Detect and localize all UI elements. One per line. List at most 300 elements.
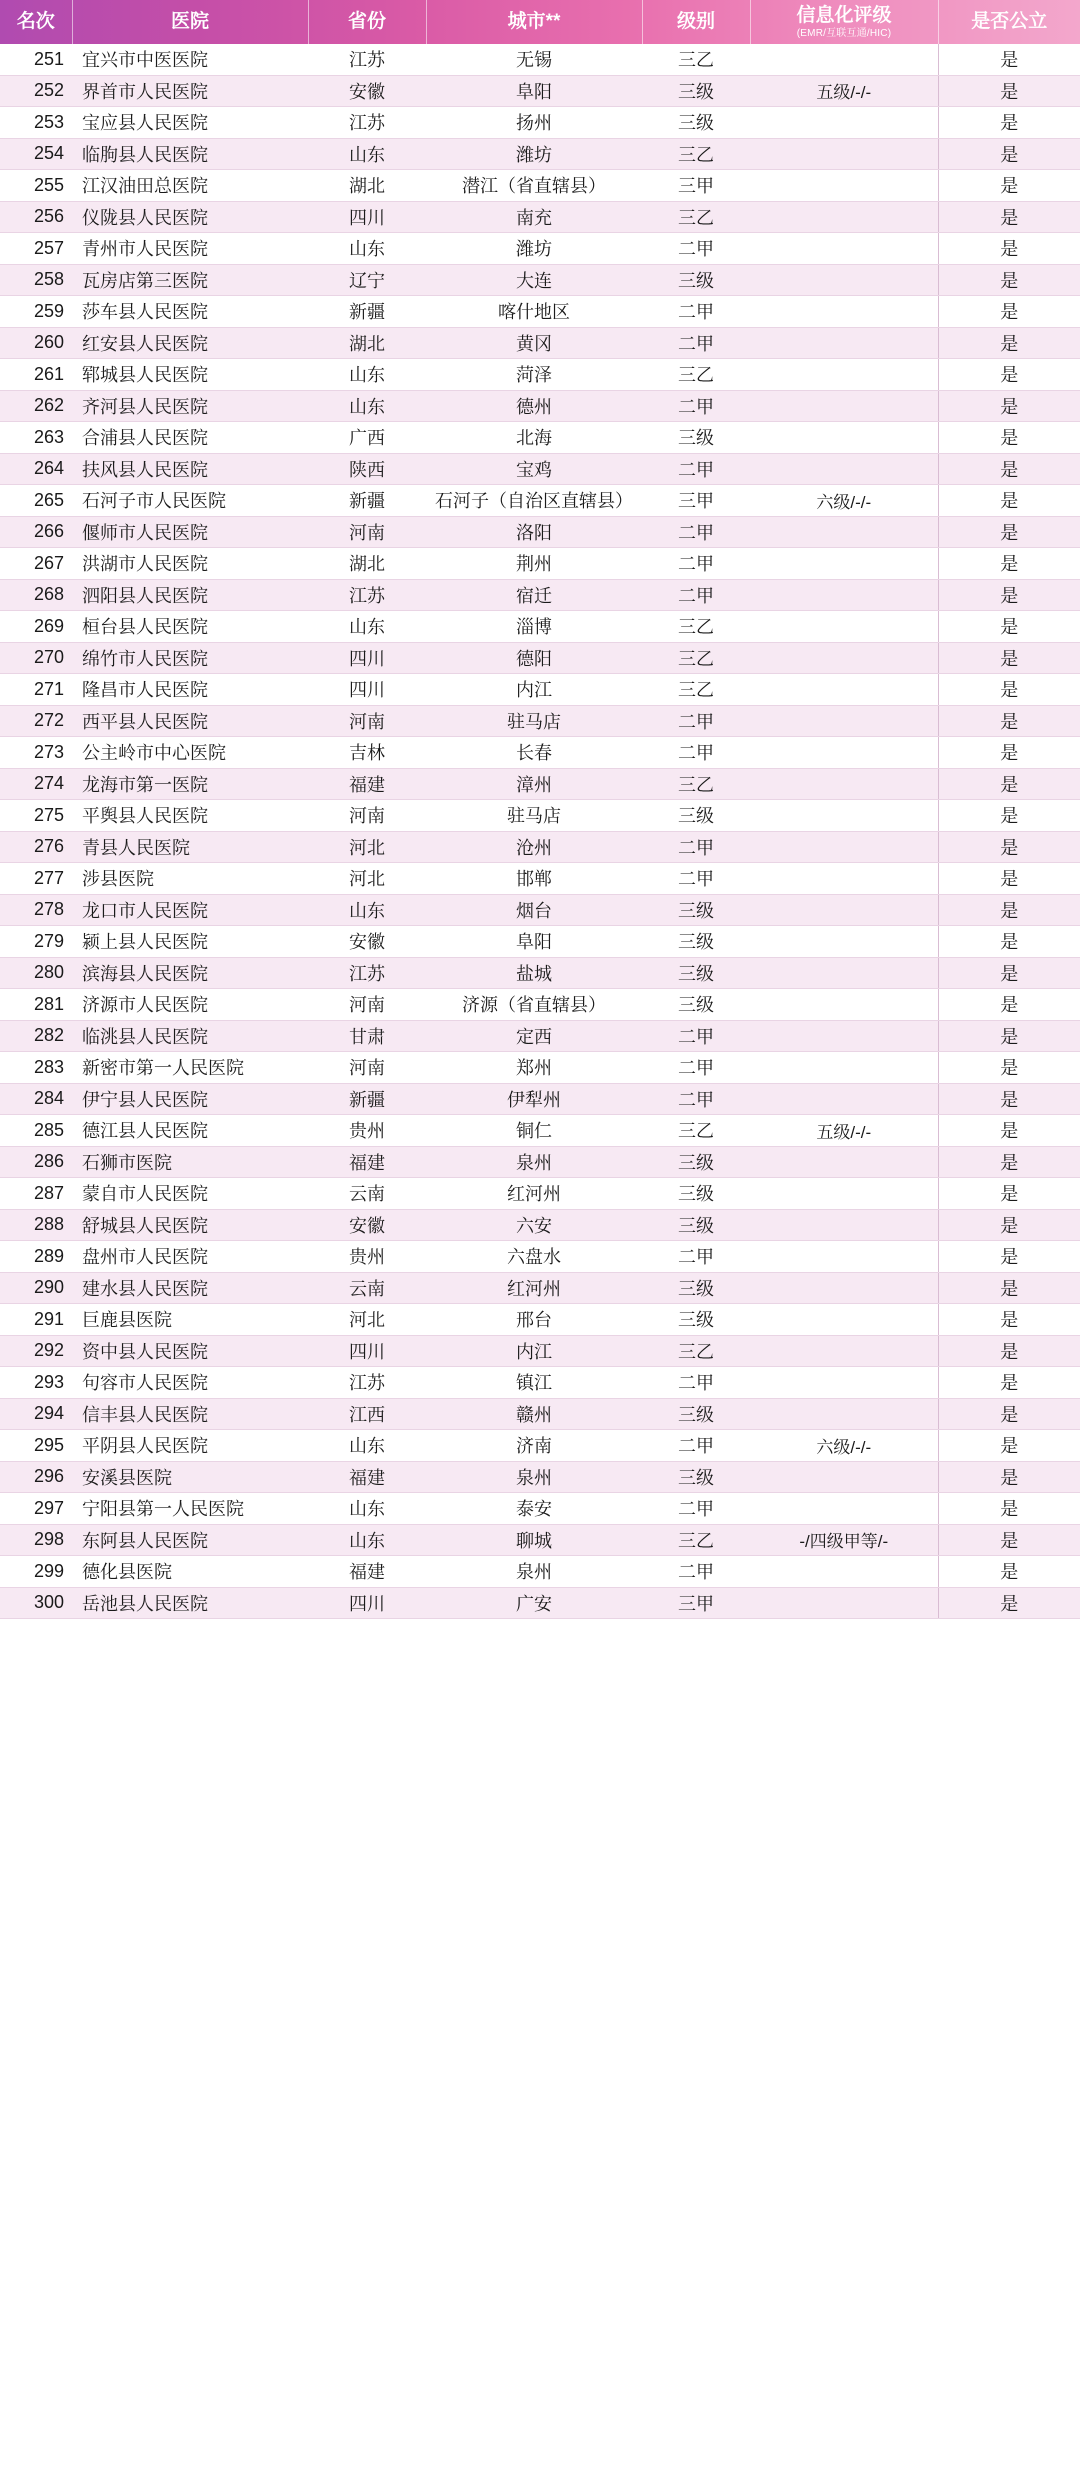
cell-hospital: 临洮县人民医院 — [72, 1020, 308, 1052]
cell-province: 山东 — [308, 390, 426, 422]
table-row — [0, 327, 1080, 359]
cell-hospital: 盘州市人民医院 — [72, 1241, 308, 1273]
cell-informatization — [750, 44, 938, 75]
cell-level: 三级 — [642, 926, 750, 958]
cell-level: 三级 — [642, 1146, 750, 1178]
cell-rank: 272 — [0, 705, 72, 737]
cell-level: 二甲 — [642, 390, 750, 422]
cell-rank: 267 — [0, 548, 72, 580]
cell-city: 郑州 — [426, 1052, 642, 1084]
cell-informatization — [750, 674, 938, 706]
cell-province: 江苏 — [308, 957, 426, 989]
cell-public: 是 — [938, 327, 1080, 359]
cell-public: 是 — [938, 516, 1080, 548]
table-row — [0, 1461, 1080, 1493]
cell-province: 山东 — [308, 233, 426, 265]
table-row — [0, 957, 1080, 989]
cell-hospital: 德江县人民医院 — [72, 1115, 308, 1147]
cell-informatization — [750, 1367, 938, 1399]
cell-city: 德阳 — [426, 642, 642, 674]
cell-province: 新疆 — [308, 296, 426, 328]
column-header-hospital-label: 医院 — [170, 11, 209, 33]
cell-level: 三甲 — [642, 170, 750, 202]
cell-hospital: 界首市人民医院 — [72, 75, 308, 107]
cell-public: 是 — [938, 170, 1080, 202]
table-header-row — [0, 0, 1080, 44]
cell-rank: 273 — [0, 737, 72, 769]
cell-city: 内江 — [426, 1335, 642, 1367]
cell-level: 二甲 — [642, 1556, 750, 1588]
cell-informatization — [750, 201, 938, 233]
cell-level: 三甲 — [642, 485, 750, 517]
cell-public: 是 — [938, 107, 1080, 139]
cell-rank: 287 — [0, 1178, 72, 1210]
table-row — [0, 1052, 1080, 1084]
cell-hospital: 偃师市人民医院 — [72, 516, 308, 548]
cell-informatization — [750, 327, 938, 359]
cell-informatization: 六级/-/- — [750, 485, 938, 517]
column-header-city-label: 城市** — [507, 11, 561, 33]
cell-city: 红河州 — [426, 1272, 642, 1304]
cell-rank: 292 — [0, 1335, 72, 1367]
cell-level: 三级 — [642, 1272, 750, 1304]
cell-level: 三乙 — [642, 642, 750, 674]
table-row — [0, 264, 1080, 296]
cell-public: 是 — [938, 1241, 1080, 1273]
cell-hospital: 红安县人民医院 — [72, 327, 308, 359]
cell-rank: 275 — [0, 800, 72, 832]
cell-province: 安徽 — [308, 75, 426, 107]
cell-level: 二甲 — [642, 548, 750, 580]
cell-hospital: 青县人民医院 — [72, 831, 308, 863]
cell-city: 邢台 — [426, 1304, 642, 1336]
column-header-rank — [0, 0, 72, 44]
table-row — [0, 863, 1080, 895]
cell-level: 二甲 — [642, 863, 750, 895]
cell-province: 江西 — [308, 1398, 426, 1430]
cell-city: 驻马店 — [426, 705, 642, 737]
table-row — [0, 1272, 1080, 1304]
table-row — [0, 737, 1080, 769]
cell-hospital: 宁阳县第一人民医院 — [72, 1493, 308, 1525]
cell-hospital: 德化县医院 — [72, 1556, 308, 1588]
cell-city: 镇江 — [426, 1367, 642, 1399]
table-row — [0, 107, 1080, 139]
cell-public: 是 — [938, 611, 1080, 643]
cell-informatization — [750, 611, 938, 643]
cell-hospital: 信丰县人民医院 — [72, 1398, 308, 1430]
cell-rank: 284 — [0, 1083, 72, 1115]
cell-informatization — [750, 705, 938, 737]
cell-public: 是 — [938, 1209, 1080, 1241]
table-row — [0, 705, 1080, 737]
cell-hospital: 石河子市人民医院 — [72, 485, 308, 517]
cell-city: 定西 — [426, 1020, 642, 1052]
cell-rank: 253 — [0, 107, 72, 139]
cell-public: 是 — [938, 579, 1080, 611]
table-row — [0, 1304, 1080, 1336]
cell-rank: 265 — [0, 485, 72, 517]
cell-province: 河南 — [308, 989, 426, 1021]
cell-public: 是 — [938, 831, 1080, 863]
cell-province: 山东 — [308, 138, 426, 170]
table-row — [0, 390, 1080, 422]
cell-rank: 296 — [0, 1461, 72, 1493]
cell-rank: 269 — [0, 611, 72, 643]
cell-city: 广安 — [426, 1587, 642, 1619]
table-row — [0, 453, 1080, 485]
cell-hospital: 蒙自市人民医院 — [72, 1178, 308, 1210]
cell-city: 宝鸡 — [426, 453, 642, 485]
cell-hospital: 宜兴市中医医院 — [72, 44, 308, 75]
cell-city: 泉州 — [426, 1556, 642, 1588]
cell-public: 是 — [938, 1272, 1080, 1304]
cell-level: 三级 — [642, 107, 750, 139]
table-row — [0, 170, 1080, 202]
cell-hospital: 绵竹市人民医院 — [72, 642, 308, 674]
cell-hospital: 颍上县人民医院 — [72, 926, 308, 958]
cell-city: 北海 — [426, 422, 642, 454]
cell-informatization — [750, 359, 938, 391]
cell-public: 是 — [938, 1398, 1080, 1430]
cell-informatization — [750, 1587, 938, 1619]
cell-level: 三级 — [642, 1398, 750, 1430]
cell-level: 二甲 — [642, 1083, 750, 1115]
cell-province: 山东 — [308, 894, 426, 926]
cell-rank: 281 — [0, 989, 72, 1021]
cell-rank: 293 — [0, 1367, 72, 1399]
cell-informatization — [750, 1398, 938, 1430]
cell-province: 河南 — [308, 800, 426, 832]
cell-informatization — [750, 1083, 938, 1115]
table-row — [0, 296, 1080, 328]
table-row — [0, 75, 1080, 107]
cell-hospital: 岳池县人民医院 — [72, 1587, 308, 1619]
cell-public: 是 — [938, 485, 1080, 517]
cell-rank: 268 — [0, 579, 72, 611]
cell-public: 是 — [938, 1335, 1080, 1367]
cell-hospital: 龙口市人民医院 — [72, 894, 308, 926]
cell-province: 贵州 — [308, 1115, 426, 1147]
cell-city: 阜阳 — [426, 926, 642, 958]
cell-public: 是 — [938, 863, 1080, 895]
cell-city: 烟台 — [426, 894, 642, 926]
cell-province: 四川 — [308, 1587, 426, 1619]
table-row — [0, 926, 1080, 958]
cell-informatization — [750, 800, 938, 832]
cell-level: 二甲 — [642, 1052, 750, 1084]
cell-hospital: 龙海市第一医院 — [72, 768, 308, 800]
cell-rank: 300 — [0, 1587, 72, 1619]
cell-rank: 256 — [0, 201, 72, 233]
cell-informatization: 六级/-/- — [750, 1430, 938, 1462]
column-header-rank-label: 名次 — [16, 11, 55, 33]
cell-hospital: 济源市人民医院 — [72, 989, 308, 1021]
cell-province: 湖北 — [308, 548, 426, 580]
cell-province: 河北 — [308, 831, 426, 863]
cell-informatization — [750, 1209, 938, 1241]
cell-hospital: 宝应县人民医院 — [72, 107, 308, 139]
cell-informatization: 五级/-/- — [750, 1115, 938, 1147]
cell-city: 潍坊 — [426, 138, 642, 170]
table-header — [0, 0, 1080, 44]
cell-rank: 276 — [0, 831, 72, 863]
table-row — [0, 642, 1080, 674]
cell-rank: 258 — [0, 264, 72, 296]
table-row — [0, 548, 1080, 580]
cell-informatization — [750, 957, 938, 989]
table-row — [0, 1178, 1080, 1210]
column-header-province — [308, 0, 426, 44]
cell-city: 六盘水 — [426, 1241, 642, 1273]
cell-informatization — [750, 107, 938, 139]
column-header-informatization-sublabel: (EMR/互联互通/HIC) — [796, 27, 892, 39]
cell-hospital: 郓城县人民医院 — [72, 359, 308, 391]
column-header-informatization — [750, 0, 938, 44]
cell-informatization — [750, 926, 938, 958]
cell-informatization — [750, 390, 938, 422]
cell-rank: 251 — [0, 44, 72, 75]
column-header-level — [642, 0, 750, 44]
cell-public: 是 — [938, 1367, 1080, 1399]
cell-informatization — [750, 422, 938, 454]
cell-city: 洛阳 — [426, 516, 642, 548]
cell-level: 二甲 — [642, 1430, 750, 1462]
cell-public: 是 — [938, 390, 1080, 422]
cell-hospital: 平阴县人民医院 — [72, 1430, 308, 1462]
table-row — [0, 1430, 1080, 1462]
cell-city: 内江 — [426, 674, 642, 706]
table-row — [0, 1524, 1080, 1556]
cell-province: 山东 — [308, 611, 426, 643]
cell-informatization — [750, 1052, 938, 1084]
cell-city: 济源（省直辖县） — [426, 989, 642, 1021]
cell-rank: 259 — [0, 296, 72, 328]
cell-public: 是 — [938, 201, 1080, 233]
cell-rank: 260 — [0, 327, 72, 359]
cell-province: 江苏 — [308, 44, 426, 75]
cell-hospital: 青州市人民医院 — [72, 233, 308, 265]
cell-city: 石河子（自治区直辖县） — [426, 485, 642, 517]
cell-level: 三乙 — [642, 201, 750, 233]
cell-hospital: 平舆县人民医院 — [72, 800, 308, 832]
cell-public: 是 — [938, 737, 1080, 769]
cell-rank: 291 — [0, 1304, 72, 1336]
cell-rank: 263 — [0, 422, 72, 454]
cell-hospital: 瓦房店第三医院 — [72, 264, 308, 296]
cell-level: 三乙 — [642, 674, 750, 706]
cell-level: 三乙 — [642, 1524, 750, 1556]
table-row — [0, 800, 1080, 832]
cell-informatization — [750, 1493, 938, 1525]
cell-province: 江苏 — [308, 1367, 426, 1399]
table-row — [0, 1556, 1080, 1588]
cell-rank: 255 — [0, 170, 72, 202]
cell-hospital: 滨海县人民医院 — [72, 957, 308, 989]
cell-level: 三级 — [642, 957, 750, 989]
cell-province: 贵州 — [308, 1241, 426, 1273]
cell-public: 是 — [938, 422, 1080, 454]
cell-hospital: 公主岭市中心医院 — [72, 737, 308, 769]
cell-province: 福建 — [308, 768, 426, 800]
table-row — [0, 1115, 1080, 1147]
cell-rank: 288 — [0, 1209, 72, 1241]
cell-city: 泉州 — [426, 1461, 642, 1493]
cell-public: 是 — [938, 674, 1080, 706]
cell-rank: 252 — [0, 75, 72, 107]
cell-public: 是 — [938, 957, 1080, 989]
cell-province: 云南 — [308, 1272, 426, 1304]
cell-city: 荆州 — [426, 548, 642, 580]
cell-public: 是 — [938, 264, 1080, 296]
cell-informatization — [750, 1272, 938, 1304]
cell-city: 盐城 — [426, 957, 642, 989]
cell-hospital: 安溪县医院 — [72, 1461, 308, 1493]
cell-province: 四川 — [308, 201, 426, 233]
cell-province: 河南 — [308, 705, 426, 737]
cell-level: 三乙 — [642, 44, 750, 75]
column-header-public-label: 是否公立 — [971, 11, 1048, 33]
cell-public: 是 — [938, 894, 1080, 926]
cell-province: 江苏 — [308, 579, 426, 611]
cell-public: 是 — [938, 1020, 1080, 1052]
cell-public: 是 — [938, 233, 1080, 265]
cell-city: 沧州 — [426, 831, 642, 863]
cell-city: 喀什地区 — [426, 296, 642, 328]
cell-province: 四川 — [308, 1335, 426, 1367]
cell-city: 漳州 — [426, 768, 642, 800]
column-header-informatization-label: 信息化评级 — [796, 5, 892, 27]
cell-rank: 290 — [0, 1272, 72, 1304]
cell-informatization — [750, 516, 938, 548]
table-row — [0, 989, 1080, 1021]
cell-level: 三级 — [642, 264, 750, 296]
cell-informatization — [750, 1556, 938, 1588]
table-row — [0, 894, 1080, 926]
cell-province: 山东 — [308, 1493, 426, 1525]
cell-public: 是 — [938, 296, 1080, 328]
cell-hospital: 句容市人民医院 — [72, 1367, 308, 1399]
cell-informatization — [750, 1241, 938, 1273]
cell-rank: 283 — [0, 1052, 72, 1084]
cell-city: 潍坊 — [426, 233, 642, 265]
cell-public: 是 — [938, 44, 1080, 75]
cell-rank: 282 — [0, 1020, 72, 1052]
cell-rank: 277 — [0, 863, 72, 895]
column-header-public — [938, 0, 1080, 44]
cell-city: 扬州 — [426, 107, 642, 139]
cell-level: 二甲 — [642, 1367, 750, 1399]
cell-level: 二甲 — [642, 1493, 750, 1525]
cell-city: 潜江（省直辖县） — [426, 170, 642, 202]
cell-province: 四川 — [308, 642, 426, 674]
cell-informatization: -/四级甲等/- — [750, 1524, 938, 1556]
table-row — [0, 579, 1080, 611]
table-row — [0, 1587, 1080, 1619]
cell-province: 湖北 — [308, 170, 426, 202]
cell-province: 新疆 — [308, 485, 426, 517]
cell-informatization: 五级/-/- — [750, 75, 938, 107]
cell-level: 二甲 — [642, 516, 750, 548]
cell-public: 是 — [938, 1493, 1080, 1525]
cell-level: 二甲 — [642, 327, 750, 359]
cell-province: 河北 — [308, 1304, 426, 1336]
cell-level: 二甲 — [642, 737, 750, 769]
cell-province: 福建 — [308, 1461, 426, 1493]
table-row — [0, 1241, 1080, 1273]
table-row — [0, 768, 1080, 800]
cell-rank: 264 — [0, 453, 72, 485]
cell-rank: 261 — [0, 359, 72, 391]
cell-city: 南充 — [426, 201, 642, 233]
cell-level: 二甲 — [642, 579, 750, 611]
cell-public: 是 — [938, 1304, 1080, 1336]
table-row — [0, 1146, 1080, 1178]
cell-province: 福建 — [308, 1556, 426, 1588]
cell-public: 是 — [938, 1052, 1080, 1084]
cell-public: 是 — [938, 1146, 1080, 1178]
cell-city: 黄冈 — [426, 327, 642, 359]
cell-province: 四川 — [308, 674, 426, 706]
table-row — [0, 201, 1080, 233]
cell-rank: 289 — [0, 1241, 72, 1273]
cell-hospital: 桓台县人民医院 — [72, 611, 308, 643]
cell-informatization — [750, 579, 938, 611]
cell-hospital: 石狮市医院 — [72, 1146, 308, 1178]
cell-level: 三级 — [642, 1209, 750, 1241]
table-row — [0, 1367, 1080, 1399]
cell-informatization — [750, 642, 938, 674]
cell-public: 是 — [938, 1430, 1080, 1462]
cell-hospital: 泗阳县人民医院 — [72, 579, 308, 611]
cell-public: 是 — [938, 1115, 1080, 1147]
cell-public: 是 — [938, 1178, 1080, 1210]
cell-province: 吉林 — [308, 737, 426, 769]
cell-level: 二甲 — [642, 1241, 750, 1273]
cell-province: 湖北 — [308, 327, 426, 359]
column-header-city — [426, 0, 642, 44]
cell-hospital: 临朐县人民医院 — [72, 138, 308, 170]
cell-rank: 279 — [0, 926, 72, 958]
cell-city: 德州 — [426, 390, 642, 422]
cell-city: 邯郸 — [426, 863, 642, 895]
cell-province: 陕西 — [308, 453, 426, 485]
cell-rank: 297 — [0, 1493, 72, 1525]
table-row — [0, 831, 1080, 863]
cell-hospital: 扶风县人民医院 — [72, 453, 308, 485]
cell-public: 是 — [938, 705, 1080, 737]
cell-informatization — [750, 1020, 938, 1052]
cell-city: 泉州 — [426, 1146, 642, 1178]
cell-hospital: 隆昌市人民医院 — [72, 674, 308, 706]
cell-hospital: 仪陇县人民医院 — [72, 201, 308, 233]
cell-level: 三乙 — [642, 138, 750, 170]
cell-hospital: 江汉油田总医院 — [72, 170, 308, 202]
cell-public: 是 — [938, 548, 1080, 580]
cell-public: 是 — [938, 800, 1080, 832]
cell-hospital: 洪湖市人民医院 — [72, 548, 308, 580]
cell-level: 二甲 — [642, 1020, 750, 1052]
cell-level: 三乙 — [642, 768, 750, 800]
cell-province: 福建 — [308, 1146, 426, 1178]
cell-rank: 298 — [0, 1524, 72, 1556]
cell-province: 云南 — [308, 1178, 426, 1210]
cell-level: 二甲 — [642, 705, 750, 737]
cell-informatization — [750, 737, 938, 769]
cell-province: 江苏 — [308, 107, 426, 139]
cell-city: 菏泽 — [426, 359, 642, 391]
table-body — [0, 44, 1080, 1619]
